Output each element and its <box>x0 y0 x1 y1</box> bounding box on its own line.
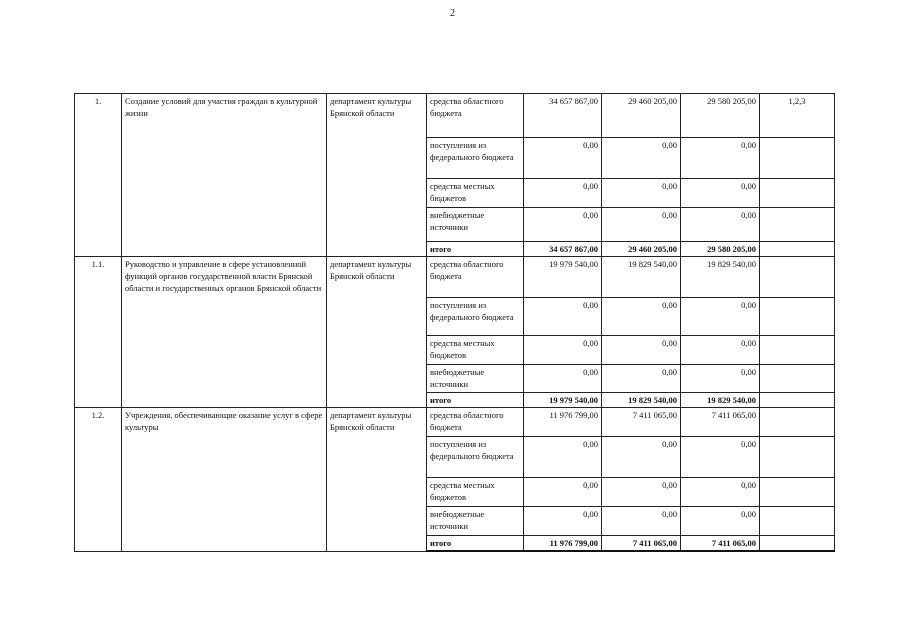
funding-source: средства областного бюджета <box>427 408 524 437</box>
indicator-ref: 1,2,3 <box>760 94 835 138</box>
amount-year-1: 19 979 540,00 <box>524 257 602 298</box>
amount-year-2: 0,00 <box>602 208 681 242</box>
amount-year-2: 7 411 065,00 <box>602 536 681 552</box>
amount-year-1: 0,00 <box>524 478 602 507</box>
indicator-ref <box>760 478 835 507</box>
amount-year-3: 0,00 <box>681 208 760 242</box>
amount-year-3: 0,00 <box>681 507 760 536</box>
amount-year-2: 0,00 <box>602 179 681 208</box>
amount-year-1: 0,00 <box>524 365 602 393</box>
amount-year-3: 0,00 <box>681 336 760 365</box>
indicator-ref <box>760 507 835 536</box>
funding-source: итого <box>427 393 524 408</box>
funding-source: внебюджетные источники <box>427 507 524 536</box>
amount-year-3: 0,00 <box>681 298 760 336</box>
indicator-ref <box>760 257 835 298</box>
amount-year-3: 29 580 205,00 <box>681 242 760 257</box>
item-number: 1.2. <box>75 408 122 552</box>
source-row <box>75 408 835 437</box>
indicator-ref <box>760 208 835 242</box>
funding-source: внебюджетные источники <box>427 365 524 393</box>
amount-year-1: 0,00 <box>524 336 602 365</box>
amount-year-2: 0,00 <box>602 365 681 393</box>
item-number: 1. <box>75 94 122 257</box>
amount-year-2: 0,00 <box>602 507 681 536</box>
amount-year-1: 0,00 <box>524 507 602 536</box>
amount-year-2: 0,00 <box>602 298 681 336</box>
funding-source: средства местных бюджетов <box>427 336 524 365</box>
indicator-ref <box>760 242 835 257</box>
amount-year-2: 0,00 <box>602 478 681 507</box>
funding-source: поступления из федерального бюджета <box>427 298 524 336</box>
funding-source: средства областного бюджета <box>427 257 524 298</box>
amount-year-3: 0,00 <box>681 437 760 478</box>
indicator-ref <box>760 536 835 552</box>
amount-year-3: 0,00 <box>681 138 760 179</box>
program-funding-table <box>74 93 835 552</box>
amount-year-1: 0,00 <box>524 138 602 179</box>
indicator-ref <box>760 298 835 336</box>
funding-source: итого <box>427 536 524 552</box>
item-title: Учреждения, обеспечивающие оказание услуг в сфере культуры <box>122 408 327 552</box>
amount-year-3: 7 411 065,00 <box>681 536 760 552</box>
funding-source: внебюджетные источники <box>427 208 524 242</box>
item-title: Руководство и управление в сфере установленной функций органов государственной власти Брянской области и государственных органов Брянской области <box>122 257 327 408</box>
indicator-ref <box>760 138 835 179</box>
amount-year-2: 19 829 540,00 <box>602 393 681 408</box>
amount-year-1: 0,00 <box>524 179 602 208</box>
funding-source: поступления из федерального бюджета <box>427 138 524 179</box>
amount-year-3: 0,00 <box>681 478 760 507</box>
amount-year-1: 0,00 <box>524 437 602 478</box>
indicator-ref <box>760 365 835 393</box>
amount-year-1: 11 976 799,00 <box>524 536 602 552</box>
amount-year-1: 11 976 799,00 <box>524 408 602 437</box>
amount-year-1: 0,00 <box>524 298 602 336</box>
amount-year-2: 7 411 065,00 <box>602 408 681 437</box>
amount-year-3: 0,00 <box>681 179 760 208</box>
indicator-ref <box>760 179 835 208</box>
executor: департамент культуры Брянской области <box>327 408 427 552</box>
indicator-ref <box>760 437 835 478</box>
item-title: Создание условий для участия граждан в культурной жизни <box>122 94 327 257</box>
amount-year-3: 19 829 540,00 <box>681 257 760 298</box>
executor: департамент культуры Брянской области <box>327 94 427 257</box>
source-row <box>75 257 835 298</box>
amount-year-1: 19 979 540,00 <box>524 393 602 408</box>
amount-year-3: 19 829 540,00 <box>681 393 760 408</box>
amount-year-2: 29 460 205,00 <box>602 94 681 138</box>
amount-year-2: 0,00 <box>602 437 681 478</box>
item-number: 1.1. <box>75 257 122 408</box>
amount-year-1: 34 657 867,00 <box>524 242 602 257</box>
table-body <box>75 94 835 552</box>
amount-year-3: 29 580 205,00 <box>681 94 760 138</box>
source-row <box>75 94 835 138</box>
amount-year-1: 0,00 <box>524 208 602 242</box>
amount-year-2: 19 829 540,00 <box>602 257 681 298</box>
funding-source: средства местных бюджетов <box>427 478 524 507</box>
indicator-ref <box>760 393 835 408</box>
amount-year-2: 0,00 <box>602 336 681 365</box>
amount-year-2: 0,00 <box>602 138 681 179</box>
executor: департамент культуры Брянской области <box>327 257 427 408</box>
amount-year-2: 29 460 205,00 <box>602 242 681 257</box>
indicator-ref <box>760 408 835 437</box>
amount-year-1: 34 657 867,00 <box>524 94 602 138</box>
amount-year-3: 0,00 <box>681 365 760 393</box>
funding-source: поступления из федерального бюджета <box>427 437 524 478</box>
funding-source: средства местных бюджетов <box>427 179 524 208</box>
funding-source: средства областного бюджета <box>427 94 524 138</box>
indicator-ref <box>760 336 835 365</box>
amount-year-3: 7 411 065,00 <box>681 408 760 437</box>
funding-source: итого <box>427 242 524 257</box>
page-number: 2 <box>450 8 455 19</box>
